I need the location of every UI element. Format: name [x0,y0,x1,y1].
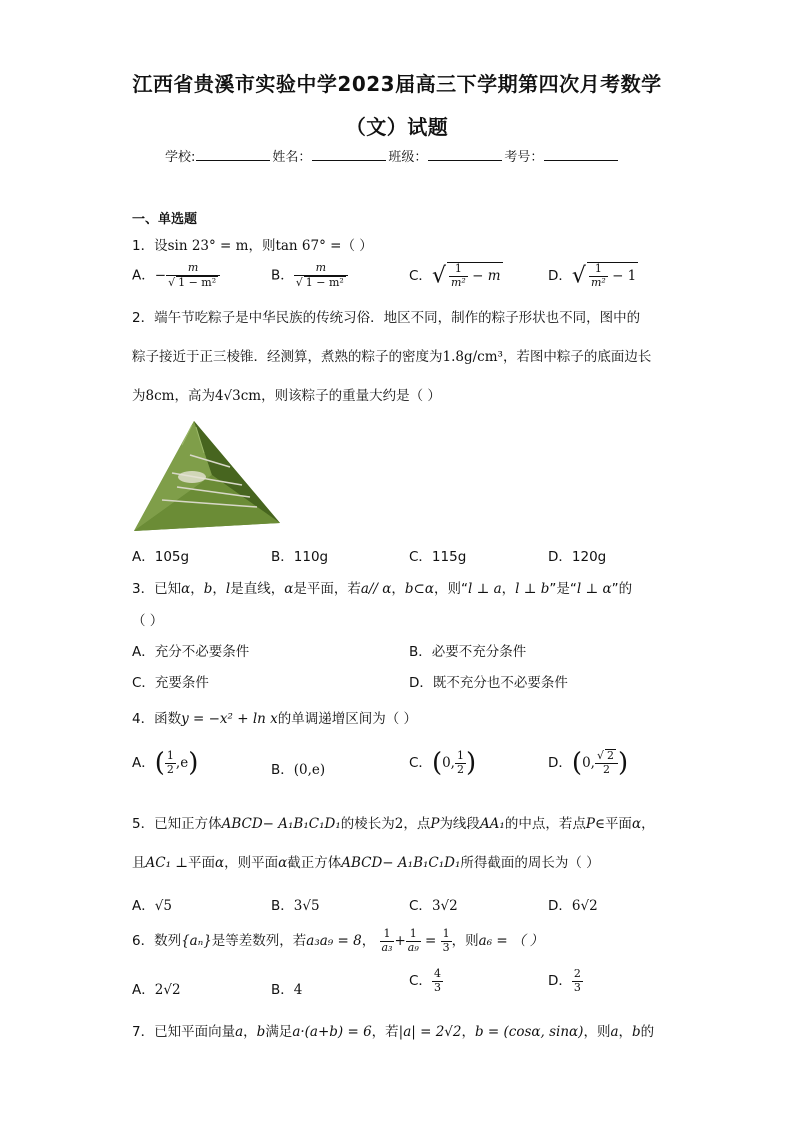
question-1-stem: 1．设sin 23° = m，则tan 67° =（ ） [132,238,373,254]
q5-option-d: D．6√2 [548,898,598,914]
question-2-line-2: 粽子接近于正三棱锥．经测算，煮熟的粽子的密度为1.8g/cm³，若图中粽子的底面边长 [132,349,652,365]
question-6-stem: 6．数列{aₙ}是等差数列，若a₃a₉ = 8， $\frac{1}{\text{a₃}}$ + $\frac{1}{\text{a₉}}$ = $\frac{1}{3}$ ，则a₆ = （ ） [132,927,544,954]
question-2-line-1: 2．端午节吃粽子是中华民族的传统习俗．地区不同，制作的粽子形状也不同，图中的 [132,310,641,326]
q1-option-c: C．√ $\frac{1}{\text{m²}}$ − m [409,262,501,289]
q6-option-a: A．2√2 [132,982,181,998]
q4-option-d: D．(0, $\frac{√ 2}{2}$ ) [548,748,629,778]
class-label: 班级： [388,150,428,165]
name-label: 姓名： [272,150,312,165]
title-line-2: （文）试题 [345,115,449,139]
q5-option-a: A．√5 [132,898,172,914]
q2-option-c: C．115g [409,549,467,565]
q1-option-a: A．− $\frac{m}{\text{√ 1 − m²}}$ [132,262,220,289]
section-heading: 一、单选题 [132,212,198,227]
q3-option-c: C．充要条件 [132,675,209,691]
school-label: 学校: [165,150,196,165]
question-3-line-1: 3．已知α，b，l是直线，α是平面，若a// α，b⊂α，则“l ⊥ a，l ⊥ b”是“l ⊥ α”的 [132,581,633,597]
q4-option-b: B．(0,e) [271,762,326,778]
q4-option-a: A．( $\frac{1}{2}$ ,e) [132,748,199,778]
q3-option-d: D．既不充分也不必要条件 [409,675,568,691]
id-label: 考号： [504,150,544,165]
q2-option-b: B．110g [271,549,329,565]
q6-option-c: C． $\frac{4}{3}$ [409,967,441,994]
q2-option-a: A．105g [132,549,190,565]
id-blank[interactable] [544,148,618,161]
question-3-line-2: （ ） [132,613,164,629]
school-blank[interactable] [196,148,270,161]
q6-option-d: D． $\frac{2}{3}$ [548,967,581,994]
q3-option-b: B．必要不充分条件 [409,644,527,660]
q2-option-d: D．120g [548,549,607,565]
question-5-line-1: 5．已知正方体ABCD− A₁B₁C₁D₁的棱长为2，点P为线段AA₁的中点，若点P∈平面α， [132,816,655,832]
question-4-stem: 4．函数y = −x² + ln x的单调递增区间为（ ） [132,711,418,727]
q5-option-c: C．3√2 [409,898,458,914]
question-2-line-3: 为8cm，高为4√3cm，则该粽子的重量大约是（ ） [132,388,441,404]
question-7-stem: 7．已知平面向量a，b满足a·(a+b) = 6，若|a| = 2√2，b = (cosα, sinα)，则a，b的 [132,1024,655,1040]
q1-option-d: D．√ $\frac{1}{\text{m²}}$ − 1 [548,262,637,289]
q5-option-b: B．3√5 [271,898,320,914]
q3-option-a: A．充分不必要条件 [132,644,250,660]
title-line-1: 江西省贵溪市实验中学2023届高三下学期第四次月考数学 [132,72,662,96]
q4-option-c: C．(0, $\frac{1}{2}$ ) [409,748,477,778]
student-info-row [165,146,620,165]
name-blank[interactable] [312,148,386,161]
class-blank[interactable] [428,148,502,161]
q1-option-b: B． $\frac{m}{\text{√ 1 − m²}}$ [271,262,348,289]
zongzi-photo [132,415,282,535]
q6-option-b: B．4 [271,982,303,998]
question-5-line-2: 且AC₁ ⊥平面α，则平面α截正方体ABCD− A₁B₁C₁D₁所得截面的周长为（ ） [132,855,600,871]
